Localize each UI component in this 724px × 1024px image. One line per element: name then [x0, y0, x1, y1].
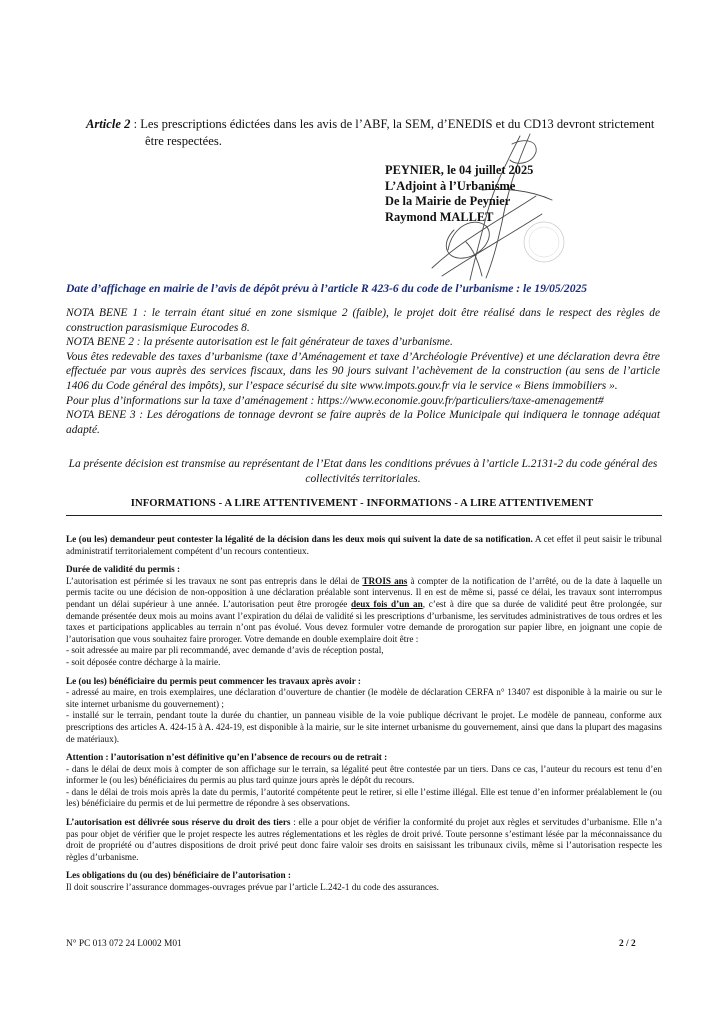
permit-reference: N° PC 013 072 24 L0002 M01 — [66, 939, 182, 949]
article-2-line2: être respectées. — [145, 134, 222, 148]
taxe-amenagement-info: Pour plus d’informations sur la taxe d’aménagement : https://www.economie.gouv.fr/particuliers/taxe-amenagement# — [66, 394, 604, 407]
recours-bold: Le (ou les) demandeur peut contester la légalité de la décision dans les deux mois qui suivent la date de sa notification. — [66, 534, 533, 544]
informations-header: INFORMATIONS - A LIRE ATTENTIVEMENT - INFORMATIONS - A LIRE ATTENTIVEMENT — [130, 498, 594, 509]
signature-block — [385, 163, 533, 225]
tiers-paragraph — [66, 817, 662, 863]
nota-bene-1: NOTA BENE 1 : le terrain étant situé en zone sismique 2 (faible), le projet doit être réalisé dans le respect des règles de construction parasismique Eurocodes 8. — [66, 307, 660, 334]
duree-list-item-2: - soit déposée contre décharge à la mairie. — [66, 656, 221, 667]
tiers-text: : elle a pour objet de vérifier la conformité du projet aux règles et servitudes d’urbanisme. Elle n’a pas pour objet de vérifier que le projet respecte les autres réglementations et les règles de droit privé. Toute personne s’estimant lésée par la méconnaissance du droit de propriété ou d’autres dispositions de droit privé peut donc faire valoir ses droits en saisissant les tribunaux civils, même si l’autorisation respecte les règles d’urbanisme. — [66, 817, 662, 862]
duree-trois-ans: TROIS ans — [362, 575, 408, 586]
duree-paragraph — [66, 576, 662, 646]
signature-name: Raymond MALLET — [385, 209, 494, 224]
duree-deux-fois: deux fois d’un an — [351, 598, 423, 609]
signature-mairie: De la Mairie de Peynier — [385, 194, 511, 208]
beneficiaire-title: Le (ou les) bénéficiaire du permis peut commencer les travaux après avoir : — [66, 675, 361, 686]
beneficiaire-list-item-1: - adressé au maire, en trois exemplaires, une déclaration d’ouverture de chantier (le modèle de déclaration CERFA n° 13407 est disponible à la mairie ou sur le site internet urbanisme du gouvernement) ; — [66, 687, 662, 709]
recours-text: A cet effet il peut saisir le tribunal administratif territorialement compétent d’un recours contentieux. — [66, 534, 663, 556]
duree-text-c: , c’est à dire que sa durée de validité peut être prolongée, sur demande présentée deux mois au moins avant l’expiration du délai de validité si les prescriptions d’urbanisme, les servitudes administratives de tous ordres et les taxes et participations applicables au terrain n’ont pas évolué. Vous devez formuler votre demande de prorogation sur papier libre, en joignant une copie de l’autorisation que vous souhaitez faire proroger. Votre demande en double exemplaire doit être : — [66, 598, 662, 644]
nota-bene-section — [66, 306, 660, 437]
signature-date: PEYNIER, le 04 juillet 2025 — [385, 163, 534, 177]
duree-title: Durée de validité du permis : — [66, 564, 181, 575]
beneficiaire-list-item-2: - installé sur le terrain, pendant toute la durée du chantier, un panneau visible de la voie publique décrivant le projet. Le modèle de panneau, conforme aux prescriptions des articles A. 424-15 à A. 424-19, est disponible à la mairie, sur le site internet urbanisme du gouvernement, ainsi que dans la plupart des magasins de matériaux). — [66, 710, 662, 744]
article-2-label: Article 2 — [86, 117, 131, 131]
duree-text-b: à compter de la notification de l’arrêté, ou de la date à laquelle un permis tacite ou une décision de non-opposition à une déclaration préalable sont intervenus. Il en est de même si, passé ce délai, les travaux sont interrompus pendant un délai supérieur à une année. L’autorisation peut être prorogée — [66, 575, 662, 609]
informations-divider — [66, 515, 662, 516]
duree-list-item-1: - soit adressée au maire par pli recommandé, avec demande d’avis de réception postal, — [66, 645, 384, 656]
page-number: 2 / 2 — [619, 939, 636, 949]
recours-paragraph — [66, 534, 662, 557]
signature-role: L’Adjoint à l’Urbanisme — [385, 178, 516, 193]
nota-bene-2: NOTA BENE 2 : la présente autorisation est le fait générateur de taxes d’urbanisme. — [66, 336, 453, 349]
transmission-statement: La présente décision est transmise au représentant de l’Etat dans les conditions prévues à l’article L.2131-2 du code général des collectivités territoriales. — [68, 458, 658, 485]
nota-bene-3: NOTA BENE 3 : Les dérogations de tonnage devront se faire auprès de la Police Municipale qui indiquera le tonnage adéquat adapté. — [66, 409, 660, 436]
obligations-text: Il doit souscrire l’assurance dommages-ouvrages prévue par l’article L.242-1 du code des assurances. — [66, 882, 439, 893]
duree-text-a: L’autorisation est périmée si les travaux ne sont pas entrepris dans le délai de — [66, 575, 363, 586]
attention-list-item-2: - dans le délai de trois mois après la date du permis, l’autorité compétente peut le retirer, si elle l’estime illégal. Elle est tenue d’en informer préalablement le (ou les) bénéficiaire du permis et de lui permettre de répondre à ses observations. — [66, 786, 662, 809]
obligations-title: Les obligations du (ou des) bénéficiaire de l’autorisation : — [66, 870, 291, 881]
tiers-bold: L’autorisation est délivrée sous réserve du droit des tiers — [66, 817, 291, 828]
article-2-line1 — [86, 116, 686, 133]
attention-list-item-1: - dans le délai de deux mois à compter de son affichage sur le terrain, sa légalité peut être contestée par un tiers. Dans ce cas, l’auteur du recours est tenu d’en informer le (ou les) bénéficiaires du permis au plus tard quinze jours après le dépôt du recours. — [66, 763, 662, 786]
taxes-paragraph: Vous êtes redevable des taxes d’urbanisme (taxe d’Aménagement et taxe d’Archéologie Préventive) et une déclaration devra être effectuée par vous auprès des services fiscaux, dans les 90 jours suivant l’achèvement de la construction (au sens de l’article 1406 du Code général des impôts), sur l’espace sécurisé du site www.impots.gouv.fr via le service « Biens immobiliers ». — [66, 350, 660, 392]
informations-body — [66, 534, 662, 894]
attention-title: Attention : l’autorisation n’est définitive qu’en l’absence de recours ou de retrait : — [66, 752, 388, 763]
date-affichage: Date d’affichage en mairie de l’avis de dépôt prévu à l’article R 423-6 du code de l’urbanisme : le 19/05/2025 — [66, 282, 588, 295]
article-2 — [86, 116, 686, 150]
article-2-text: : Les prescriptions édictées dans les avis de l’ABF, la SEM, d’ENEDIS et du CD13 devront strictement — [130, 117, 655, 131]
